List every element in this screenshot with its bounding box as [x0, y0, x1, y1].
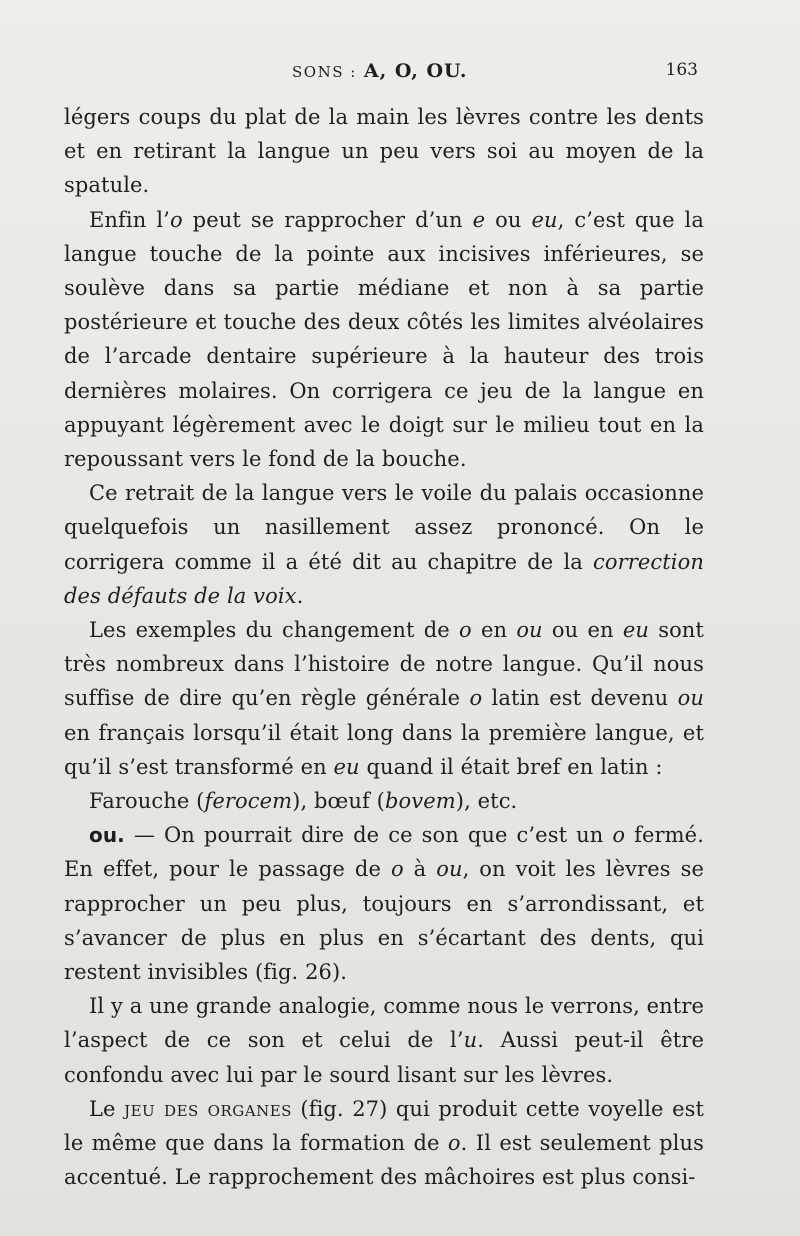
text-run: ou	[485, 207, 532, 232]
italic-run: o	[612, 823, 626, 848]
paragraph-4	[64, 613, 704, 784]
text-run: , on voit les lèvres se rapprocher un peu plus, toujours en s’arrondissant, et s’avancer de plus en plus en s’écartant des dents, qui restent invisibles (fig. 26).	[64, 857, 704, 985]
paragraph-7	[64, 989, 704, 1092]
text-run: Il y a une grande analogie, comme nous le verrons, entre l’aspect de ce son et celui de l’	[64, 994, 704, 1053]
paragraph-5	[64, 784, 704, 818]
text-run: ou en	[542, 618, 623, 643]
text-run: (fig. 27) qui produit cette voyelle est le même que dans la formation de	[64, 1096, 705, 1156]
italic-run: ferocem	[204, 789, 293, 814]
text-run: Enfin l’	[89, 207, 170, 232]
text-run: Les exemples du changement de	[89, 618, 459, 643]
italic-run: o	[447, 1131, 461, 1156]
text-run: , c’est que la langue touche de la pointe aux incisives inférieures, se soulève dans sa partie médiane et non à sa partie postérieure et touche des deux côtés les limites alvéolaires de l’arcade dentaire supérieure à la hauteur des trois dernières molaires. On corrigera ce jeu de la langue en appuyant légèrement avec le doigt sur le milieu tout en la repoussant vers le fond de la bouche.	[64, 207, 704, 472]
text-run: peut se rapprocher d’un	[182, 207, 473, 232]
text-run: Ce retrait de la langue vers le voile du palais occasionne quelquefois un nasillement assez prononcé. On le corrigera comme il a été dit au chapitre de la	[64, 481, 704, 574]
paragraph-2	[64, 203, 704, 477]
italic-run: ou	[516, 618, 543, 643]
page-number: 163	[665, 60, 698, 80]
paragraph-6	[64, 818, 704, 989]
italic-run: eu	[622, 618, 649, 643]
paragraph-1	[64, 100, 704, 203]
text-run: fermé. En effet, pour le passage de	[64, 823, 704, 882]
text-run: Farouche (	[89, 789, 205, 814]
text-run: ), bœuf (	[292, 789, 385, 814]
italic-run: e	[472, 207, 486, 232]
page-header	[64, 58, 704, 88]
italic-run: ou	[436, 857, 463, 882]
italic-run: o	[169, 207, 183, 232]
text-run: Le	[89, 1096, 125, 1121]
italic-run: u	[463, 1028, 478, 1053]
paragraph-8	[64, 1092, 704, 1195]
running-head-letters: A, O, OU.	[363, 60, 468, 82]
text-run: . Il est seulement plus accentué. Le rapprochement des mâchoires est plus consi-	[64, 1131, 704, 1190]
italic-run: o	[469, 686, 483, 711]
section-heading-ou: ou.	[89, 823, 125, 848]
italic-run: ou	[677, 686, 704, 711]
italic-run: eu	[333, 754, 360, 779]
text-run: ), etc.	[455, 789, 518, 814]
text-run: en	[471, 618, 517, 643]
text-run: — On pourrait dire de ce son que c’est un	[124, 823, 613, 848]
italic-run: o	[390, 857, 404, 882]
text-run: à	[403, 857, 437, 882]
text-run: . Aussi peut-il être confondu avec lui par le sourd lisant sur les lèvres.	[64, 1028, 704, 1087]
running-head	[292, 60, 467, 82]
italic-run: correction des défauts de la voix	[64, 549, 704, 608]
italic-run: bovem	[384, 789, 456, 814]
text-run: en français lorsqu’il était long dans la première langue, et qu’il s’est transformé en	[64, 720, 704, 779]
text-run: quand il était bref en latin :	[359, 754, 663, 779]
paragraph-1-text: légers coups du plat de la main les lèvres contre les dents et en retirant la langue un peu vers soi au moyen de la spatule.	[64, 105, 704, 198]
running-head-section: SONS :	[292, 63, 357, 81]
italic-run: eu	[531, 207, 558, 232]
italic-run: o	[459, 618, 472, 643]
text-run: latin est devenu	[482, 686, 678, 711]
text-run: sont très nombreux dans l’histoire de notre langue. Qu’il nous suffise de dire qu’en règle générale	[64, 618, 704, 711]
paragraph-3	[64, 476, 704, 613]
text-run: .	[296, 583, 304, 608]
small-caps-run: jeu des organes	[124, 1096, 292, 1121]
body-text	[64, 100, 704, 1195]
